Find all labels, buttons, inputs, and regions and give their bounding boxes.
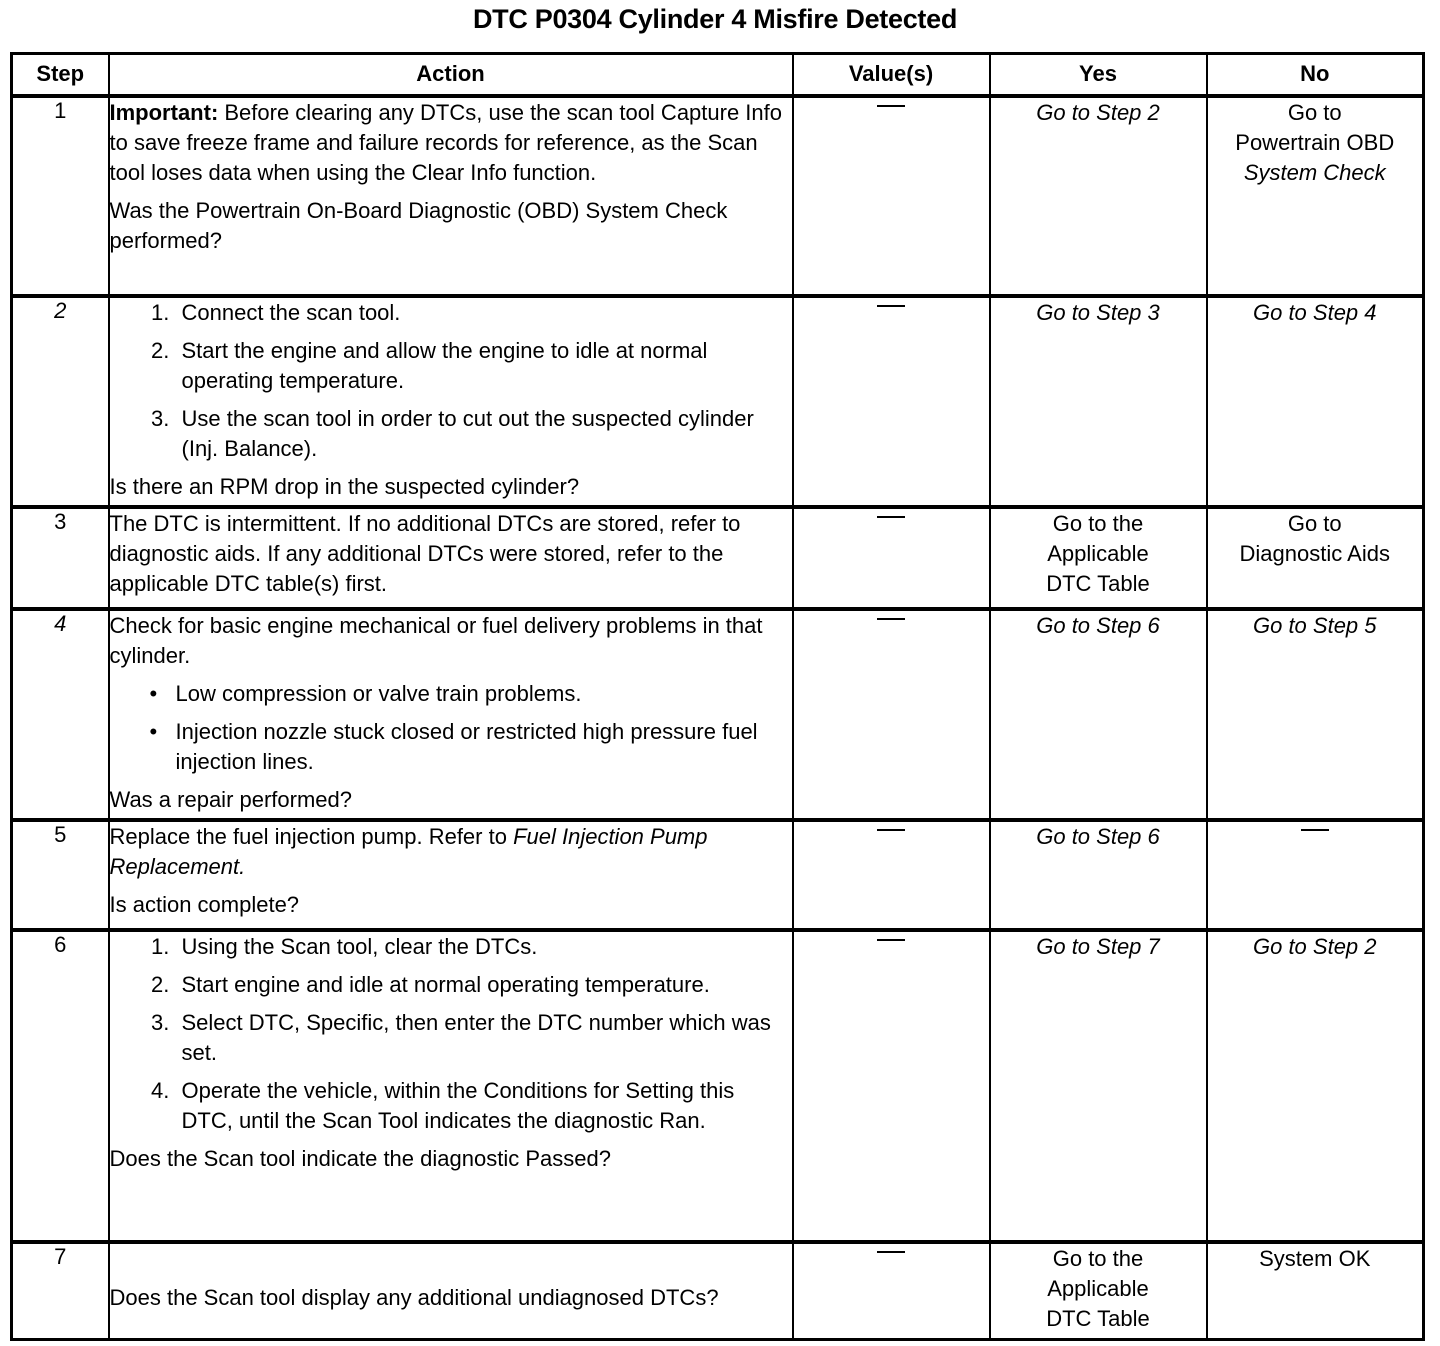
no-cell: Go to Step 2 xyxy=(1207,930,1424,1242)
action-cell xyxy=(109,296,793,507)
list-item: 1. Connect the scan tool. xyxy=(176,298,792,328)
action-cell xyxy=(109,1242,793,1340)
action-cell xyxy=(109,96,793,296)
question: Is there an RPM drop in the suspected cylinder? xyxy=(109,473,580,499)
table-row xyxy=(12,507,1424,609)
yes-cell xyxy=(990,1242,1207,1340)
step-number: 2 xyxy=(12,296,109,507)
step-number: 7 xyxy=(12,1242,109,1340)
no-cell xyxy=(1207,96,1424,296)
dash-mark xyxy=(877,105,905,107)
important-text: Before clearing any DTCs, use the scan tool Capture Info to save freeze frame and failure records for reference, as the Scan tool loses data when using the Clear Info function. xyxy=(109,99,783,185)
important-note xyxy=(110,98,792,188)
value-cell xyxy=(793,930,990,1242)
header-yes: Yes xyxy=(990,54,1207,96)
no-line: Go to xyxy=(1287,510,1342,536)
yes-line: DTC Table xyxy=(1046,1305,1150,1331)
yes-cell: Go to Step 3 xyxy=(990,296,1207,507)
dash-mark xyxy=(877,829,905,831)
action-text xyxy=(110,822,792,882)
dash-mark xyxy=(1301,829,1329,831)
no-line: Go to xyxy=(1287,99,1342,125)
header-action: Action xyxy=(109,54,793,96)
dash-mark xyxy=(877,516,905,518)
header-no: No xyxy=(1207,54,1424,96)
question: Does the Scan tool display any additional undiagnosed DTCs? xyxy=(109,1284,719,1310)
table-row xyxy=(12,609,1424,820)
yes-cell: Go to Step 6 xyxy=(990,609,1207,820)
numbered-list xyxy=(110,932,792,1136)
question: Does the Scan tool indicate the diagnostic Passed? xyxy=(109,1145,611,1171)
value-cell xyxy=(793,507,990,609)
list-item: 4. Operate the vehicle, within the Conditions for Setting this DTC, until the Scan Tool indicates the diagnostic Ran. xyxy=(176,1076,792,1136)
no-cell: System OK xyxy=(1207,1242,1424,1340)
yes-cell xyxy=(990,507,1207,609)
list-item: • Low compression or valve train problems. xyxy=(150,679,792,709)
step-number: 1 xyxy=(12,96,109,296)
diagnostic-table xyxy=(10,52,1425,1341)
list-item: 1. Using the Scan tool, clear the DTCs. xyxy=(176,932,792,962)
dash-mark xyxy=(877,305,905,307)
value-cell xyxy=(793,609,990,820)
dash-mark xyxy=(877,618,905,620)
reference-link: Fuel Injection Pump Replacement. xyxy=(109,823,708,879)
list-item: • Injection nozzle stuck closed or restricted high pressure fuel injection lines. xyxy=(150,717,792,777)
no-cell xyxy=(1207,820,1424,930)
question: Was the Powertrain On-Board Diagnostic (OBD) System Check performed? xyxy=(109,197,728,253)
yes-line: Go to the xyxy=(1052,510,1144,536)
page-title: DTC P0304 Cylinder 4 Misfire Detected xyxy=(472,4,958,34)
step-number: 5 xyxy=(12,820,109,930)
list-item: 2. Start engine and idle at normal operating temperature. xyxy=(176,970,792,1000)
action-text: The DTC is intermittent. If no additional DTCs are stored, refer to diagnostic aids. If any additional DTCs were stored, refer to the applicable DTC table(s) first. xyxy=(109,510,741,596)
table-row xyxy=(12,930,1424,1242)
question: Was a repair performed? xyxy=(109,786,353,812)
step-number: 4 xyxy=(12,609,109,820)
header-row xyxy=(12,54,1424,96)
step-number: 6 xyxy=(12,930,109,1242)
header-values: Value(s) xyxy=(793,54,990,96)
action-cell xyxy=(109,609,793,820)
list-item: 2. Start the engine and allow the engine to idle at normal operating temperature. xyxy=(176,336,792,396)
list-item: 3. Use the scan tool in order to cut out the suspected cylinder (Inj. Balance). xyxy=(176,404,792,464)
table-row xyxy=(12,96,1424,296)
yes-line: Applicable xyxy=(1047,540,1149,566)
no-line: System Check xyxy=(1243,159,1386,185)
numbered-list xyxy=(110,298,792,464)
step-number: 3 xyxy=(12,507,109,609)
action-cell xyxy=(109,820,793,930)
value-cell xyxy=(793,96,990,296)
yes-line: DTC Table xyxy=(1046,570,1150,596)
yes-line: Go to the xyxy=(1052,1245,1144,1271)
yes-cell: Go to Step 7 xyxy=(990,930,1207,1242)
no-line: Diagnostic Aids xyxy=(1239,540,1390,566)
yes-line: Applicable xyxy=(1047,1275,1149,1301)
no-line: Powertrain OBD xyxy=(1235,129,1395,155)
value-cell xyxy=(793,296,990,507)
bullet-list xyxy=(110,679,792,777)
table-row xyxy=(12,1242,1424,1340)
yes-cell: Go to Step 2 xyxy=(990,96,1207,296)
yes-cell: Go to Step 6 xyxy=(990,820,1207,930)
action-cell xyxy=(109,930,793,1242)
action-text: Check for basic engine mechanical or fuel delivery problems in that cylinder. xyxy=(109,612,763,668)
value-cell xyxy=(793,1242,990,1340)
list-item: 3. Select DTC, Specific, then enter the DTC number which was set. xyxy=(176,1008,792,1068)
dash-mark xyxy=(877,1251,905,1253)
table-row xyxy=(12,296,1424,507)
value-cell xyxy=(793,820,990,930)
question: Is action complete? xyxy=(109,891,300,917)
important-label: Important: xyxy=(109,99,219,125)
header-step: Step xyxy=(12,54,109,96)
no-cell: Go to Step 4 xyxy=(1207,296,1424,507)
action-cell xyxy=(109,507,793,609)
action-text-plain: Replace the fuel injection pump. Refer to xyxy=(109,823,514,849)
no-cell xyxy=(1207,507,1424,609)
no-cell: Go to Step 5 xyxy=(1207,609,1424,820)
table-row xyxy=(12,820,1424,930)
dash-mark xyxy=(877,939,905,941)
